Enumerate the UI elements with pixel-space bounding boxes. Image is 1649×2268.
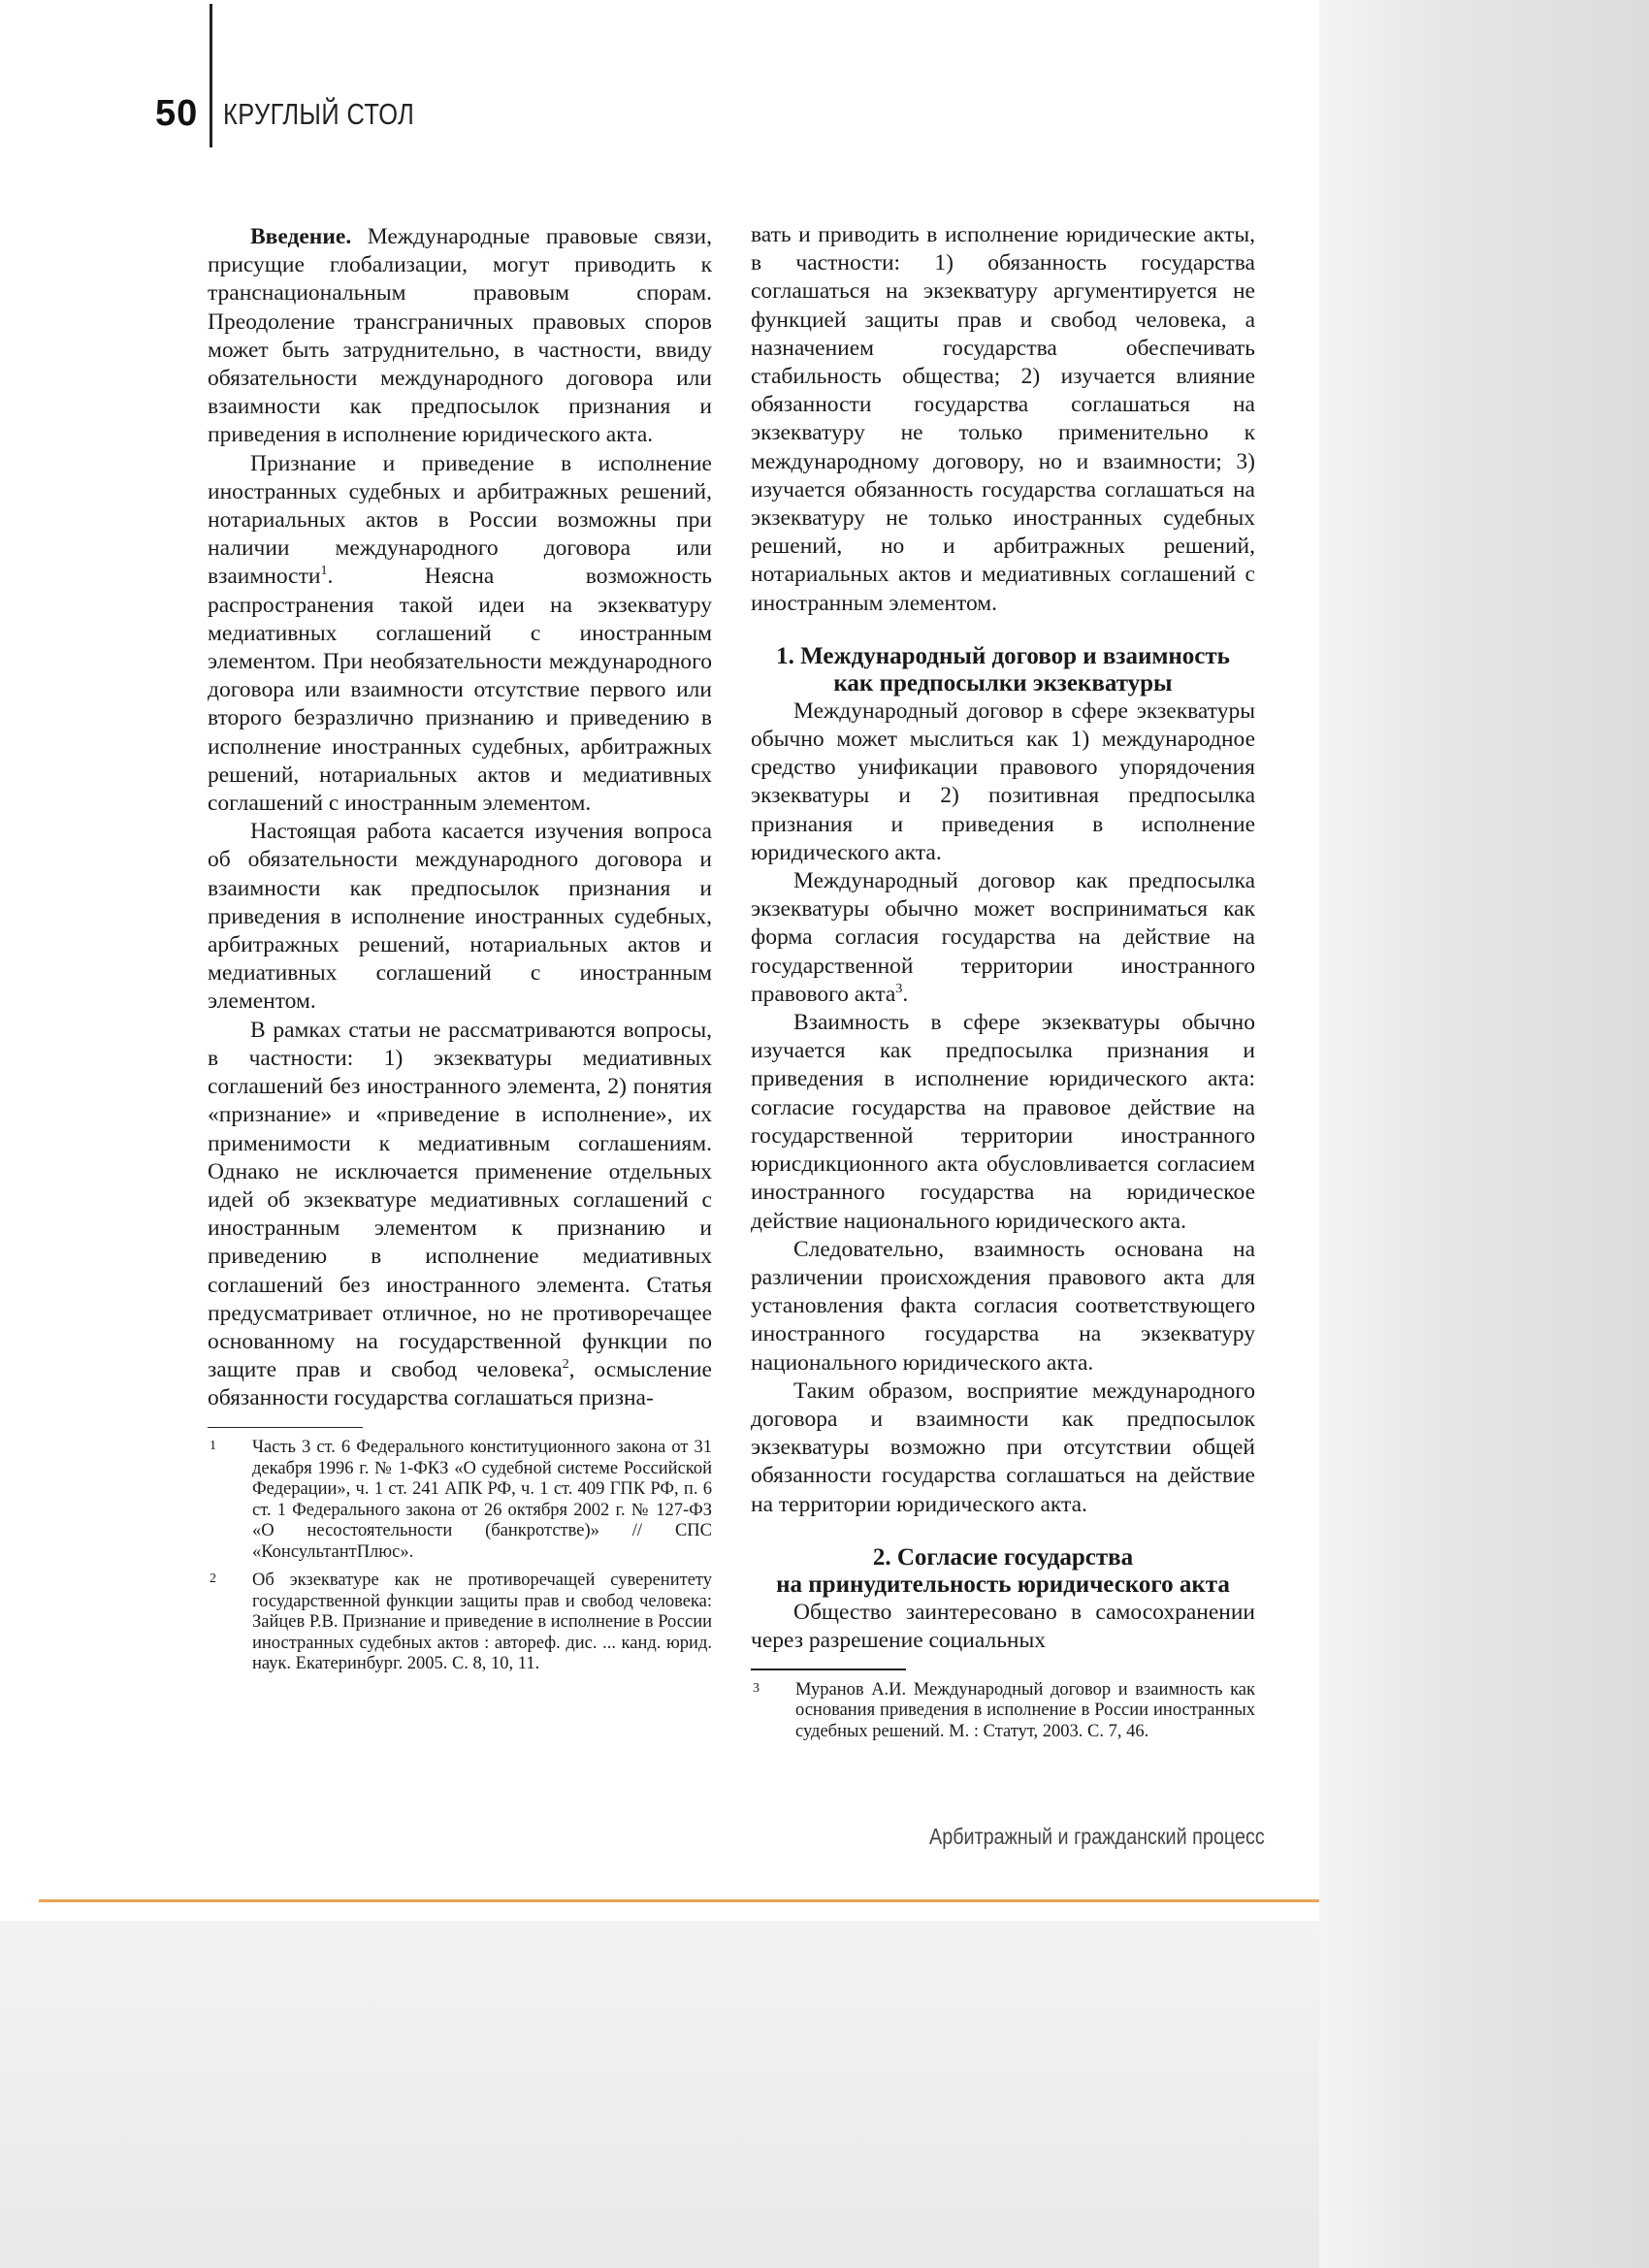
scan-edge-shadow (1319, 0, 1649, 2268)
heading-line: на принудительность юридического акта (776, 1571, 1230, 1598)
paragraph-continued: вать и приводить в исполнение юридические акты, в частности: 1) обязанность государства соглашаться на экзекватуру аргументируется не функцией защиты прав и свобод человека, а назначением государства обеспечивать стабильность общества; 2) изучается влияние обязанности государства соглашаться на экзекватуру не только применительно к международному договору, но и взаимности; 3) изучается обязанность государства соглашаться на экзекватуру не только иностранных судебных решений, но и арбитражных решений, нотариальных актов и медиативных соглашений с иностранным элементом. (751, 222, 1255, 616)
intro-lead: Введение. (250, 224, 352, 249)
paragraph-text: . Неясна возможность распространения такой идеи на экзекватуру медиативных соглашений с иностранным элементом. При необязательности международного договора или взаимности отсутствие первого или второго безразлично признанию и приведению в исполнение иностранных судебных, арбитражных решений, нотариальных актов и медиативных соглашений с иностранным элементом. (208, 564, 712, 817)
paragraph-text: Признание и приведение в исполнение иностранных судебных и арбитражных решений, нотариальных актов в России возможны при наличии международного договора или взаимности (208, 450, 712, 590)
scan-bottom-area (0, 1921, 1319, 2268)
footnote-number: 3 (753, 1680, 760, 1696)
paragraph-text: В рамках статьи не рассматриваются вопросы, в частности: 1) экзекватуры медиативных соглашений без иностранного элемента, 2) понятия «признание» и «приведение в исполнение», их применимости к медиативным соглашениям. Однако не исключается применение отдельных идей об экзекватуре медиативных соглашений с иностранным элементом к признанию и приведению в исполнение медиативных соглашений без иностранного элемента. Статья предусматривает отличное, но не противоречащее основанному на государственной функции по защите прав и свобод человека (208, 1017, 712, 1383)
heading-line: 2. Согласие государства (872, 1543, 1134, 1571)
paragraph-intro (208, 223, 712, 450)
paragraph-text: . (902, 981, 909, 1007)
paragraph: Международный договор в сфере экзекватуры обычно может мыслиться как 1) международное средство унификации правового упорядочения экзекватуры и 2) позитивная предпосылка признания и приведения в исполнение юридического акта. (751, 697, 1255, 865)
paragraph (751, 867, 1255, 1009)
heading-line: как предпосылки экзекватуры (833, 669, 1173, 697)
footnote-ref[interactable]: 1 (320, 564, 328, 579)
footnote-text: Об экзекватуре как не противоречащей суверенитету государственной функции защиты прав и свобод человека: Зайцев Р.В. Признание и приведение в исполнение в России иностранных судебных актов : автореф. дис. ... канд. юрид. наук. Екатеринбург. 2005. С. 8, 10, 11. (252, 1571, 712, 1674)
intro-text: Международные правовые связи, присущие глобализации, могут приводить к транснациональным правовым спорам. Преодоление трансграничных правовых споров может быть затруднительно, в частности, ввиду обязательности международного договора или взаимности как предпосылок признания и приведения в исполнение юридического акта. (208, 224, 712, 448)
footnote-text: Часть 3 ст. 6 Федерального конституционного закона от 31 декабря 1996 г. № 1-ФКЗ «О судебной системе Российской Федерации», ч. 1 ст. 241 АПК РФ, ч. 1 ст. 409 ГПК РФ, п. 6 ст. 1 Федерального закона от 26 октября 2002 г. № 127-ФЗ «О несостоятельности (банкротстве)» // СПС «КонсультантПлюс». (252, 1438, 712, 1562)
page-edge-line (39, 1899, 1319, 1902)
paragraph: Взаимность в сфере экзекватуры обычно изучается как предпосылка признания и приведения в исполнение юридического акта: согласие государства на правовое действие на государственной территории иностранного юрисдикционного акта обусловливается согласием иностранного государства на юридическое действие национального юридического акта. (751, 1010, 1255, 1234)
left-column (208, 223, 712, 1683)
paragraph: Следовательно, взаимность основана на различении происхождения правового акта для установления факта согласия соответствующего иностранного государства на экзекватуру национального юридического акта. (751, 1236, 1255, 1376)
footnote-2 (208, 1571, 712, 1675)
footnote-number: 2 (210, 1571, 216, 1587)
paragraph (208, 450, 712, 819)
header-vertical-rule (210, 4, 212, 147)
footnote-separator (751, 1669, 906, 1670)
paragraph-text: Международный договор как предпосылка экзекватуры обычно может восприниматься как форма согласия государства на действие на государственной территории иностранного правового акта (751, 868, 1255, 1007)
footnote-number: 1 (210, 1439, 216, 1454)
footnote-ref[interactable]: 3 (895, 982, 903, 997)
right-column (751, 221, 1255, 1750)
paragraph (208, 1017, 712, 1413)
journal-footer: Арбитражный и гражданский процесс (929, 1824, 1265, 1849)
paragraph: Таким образом, восприятие международного договора и взаимности как предпосылок экзекватуры возможно при отсутствии общей обязанности государства соглашаться на действие на территории юридического акта. (751, 1377, 1255, 1517)
paragraph: Общество заинтересовано в самосохранении через разрешение социальных (751, 1599, 1255, 1653)
page-number: 50 (155, 93, 199, 134)
footnote-3 (751, 1680, 1255, 1743)
section-heading-2 (751, 1544, 1255, 1599)
paragraph: Настоящая работа касается изучения вопроса об обязательности международного договора и взаимности как предпосылок признания и приведения в исполнение иностранных судебных, арбитражных решений, нотариальных актов и медиативных соглашений с иностранным элементом. (208, 819, 712, 1015)
footnote-1 (208, 1438, 712, 1563)
section-heading-1 (751, 643, 1255, 697)
footnote-separator (208, 1427, 363, 1429)
heading-line: 1. Международный договор и взаимность (776, 642, 1230, 669)
paragraph-text: , осмысление обязанности государства соглашаться призна- (208, 1357, 712, 1411)
footnote-text: Муранов А.И. Международный договор и взаимность как основания приведения в исполнение в России иностранных судебных решений. М. : Статут, 2003. С. 7, 46. (795, 1679, 1255, 1741)
section-title: КРУГЛЫЙ СТОЛ (223, 97, 415, 131)
footnote-ref[interactable]: 2 (562, 1357, 569, 1373)
